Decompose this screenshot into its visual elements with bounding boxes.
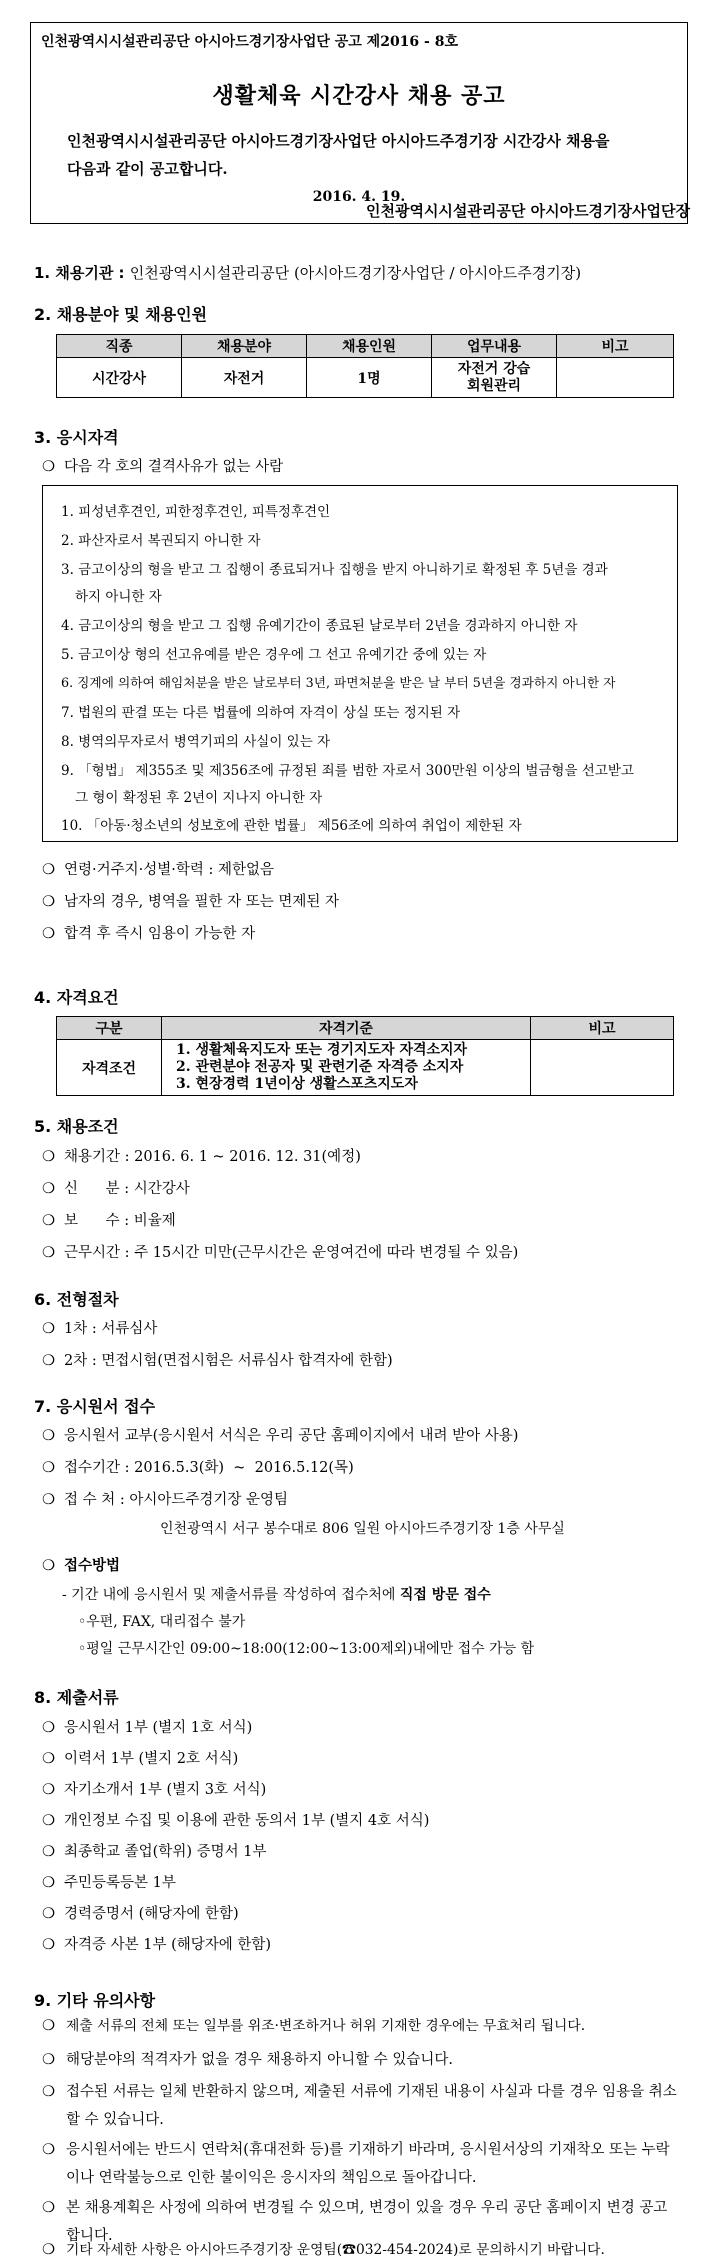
circle-bullet-icon: ❍ [42, 1428, 55, 1444]
circle-bullet-icon: ❍ [42, 2200, 55, 2216]
application-item: ❍ 응시원서 교부(응시원서 서식은 우리 공단 홈페이지에서 내려 받아 사용) [42, 1428, 519, 1444]
disq-item: 9. 「형법」 제355조 및 제356조에 규정된 죄를 범한 자로서 300만원 이상의 벌금형을 선고받고 [61, 763, 634, 779]
circle-bullet-icon: ❍ [42, 894, 55, 910]
disqualification-box [42, 485, 678, 842]
duty-line: 회원관리 [466, 377, 522, 394]
condition-item: ❍ 신 분 : 시간강사 [42, 1181, 190, 1197]
cell-job: 시간강사 [57, 358, 182, 398]
notice-number: 인천광역시시설관리공단 아시아드경기장사업단 공고 제2016 - 8호 [41, 34, 458, 50]
notice-header-box [30, 22, 688, 224]
disq-item: 4. 금고이상의 형을 받고 그 집행 유예기간이 종료된 날로부터 2년을 경과하지 아니한 자 [61, 618, 578, 634]
circle-bullet-icon: ❍ [42, 1558, 55, 1574]
table-row [57, 1040, 674, 1096]
disq-item: 10. 「아동·청소년의 성보호에 관한 법률」 제56조에 의하여 취업이 제한된 자 [61, 818, 522, 834]
circle-bullet-icon: ❍ [42, 926, 55, 942]
intro-line-2: 다음과 같이 공고합니다. [67, 160, 228, 178]
circle-bullet-icon: ❍ [42, 1720, 55, 1736]
duty-line: 자전거 강습 [457, 360, 531, 377]
circle-bullet-icon: ❍ [42, 2084, 55, 2100]
circle-bullet-icon: ❍ [42, 1353, 55, 1369]
section-2-title: 2. 채용분야 및 채용인원 [34, 305, 208, 324]
caution-item: ❍ 접수된 서류는 일체 반환하지 않으며, 제출된 서류에 기재된 내용이 사실과 다를 경우 임용을 취소할 수 있습니다. [42, 2078, 678, 2134]
document-item: ❍ 응시원서 1부 (별지 1호 서식) [42, 1720, 253, 1736]
document-item: ❍ 최종학교 졸업(학위) 증명서 1부 [42, 1844, 267, 1860]
circle-bullet-icon: ❍ [42, 1844, 55, 1860]
document-item: ❍ 이력서 1부 (별지 2호 서식) [42, 1751, 239, 1767]
circle-bullet-icon: ❍ [42, 1213, 55, 1229]
circle-bullet-icon: ❍ [42, 1321, 55, 1337]
caution-item: ❍ 본 채용계획은 사정에 의하여 변경될 수 있으며, 변경이 있을 경우 우리 공단 홈페이지 변경 공고합니다. [42, 2194, 678, 2250]
circle-bullet-icon: ❍ [42, 862, 55, 878]
qualification-item: ❍ 남자의 경우, 병역을 필한 자 또는 면제된 자 [42, 894, 339, 910]
circle-bullet-icon: ❍ [42, 1181, 55, 1197]
cell-count: 1명 [307, 358, 432, 398]
criteria-line: 1. 생활체육지도자 또는 경기지도자 자격소지자 [176, 1042, 468, 1058]
col-header: 채용분야 [182, 335, 307, 358]
notice-title: 생활체육 시간강사 채용 공고 [212, 83, 506, 109]
section-5-title: 5. 채용조건 [34, 1117, 119, 1136]
col-header: 비고 [557, 335, 674, 358]
notice-org: 인천광역시시설관리공단 아시아드경기장사업단장 [365, 202, 690, 220]
notice-date: 2016. 4. 19. [312, 189, 406, 205]
caution-item: ❍ 제출 서류의 전체 또는 일부를 위조·변조하거나 허위 기재한 경우에는 무효처리 됩니다. [42, 2012, 678, 2040]
disq-item: 7. 법원의 판결 또는 다른 법률에 의하여 자격이 상실 또는 정지된 자 [61, 705, 461, 721]
caution-item: ❍ 응시원서에는 반드시 연락처(휴대전화 등)를 기재하기 바라며, 응시원서상의 기재착오 또는 누락이나 연락불능으로 인한 불이익은 응시자의 책임으로 돌아갑니다. [42, 2136, 678, 2192]
circle-bullet-icon: ❍ [42, 1906, 55, 1922]
cell-criteria [162, 1040, 531, 1096]
notice-intro [67, 127, 663, 183]
qualification-item: ❍ 연령·거주지·성별·학력 : 제한없음 [42, 862, 275, 878]
col-header: 업무내용 [432, 335, 557, 358]
direct-visit-emphasis: 직접 방문 접수 [399, 1587, 491, 1603]
selection-step: ❍ 2차 : 면접시험(면접시험은 서류심사 합격자에 한함) [42, 1353, 393, 1369]
circle-bullet-icon: ❍ [42, 459, 55, 475]
col-header: 구분 [57, 1017, 162, 1040]
col-header: 비고 [531, 1017, 674, 1040]
cell-field: 자전거 [182, 358, 307, 398]
circle-bullet-icon: ❍ [42, 2052, 55, 2068]
circle-bullet-icon: ❍ [42, 1875, 55, 1891]
document-item: ❍ 주민등록등본 1부 [42, 1875, 176, 1891]
col-header: 직종 [57, 335, 182, 358]
cell-note [557, 358, 674, 398]
section-1-value: 인천광역시시설관리공단 (아시아드경기장사업단 / 아시아드주경기장) [129, 264, 582, 282]
col-header: 채용인원 [307, 335, 432, 358]
disq-item: 8. 병역의무자로서 병역기피의 사실이 있는 자 [61, 734, 331, 750]
caution-item: ❍ 기타 자세한 사항은 아시아드주경기장 운영팀(☎032-454-2024)로 문의하시기 바랍니다. [42, 2236, 678, 2264]
cell-note [531, 1040, 674, 1096]
condition-item: ❍ 채용기간 : 2016. 6. 1 ~ 2016. 12. 31(예정) [42, 1149, 361, 1165]
circle-bullet-icon: ❍ [42, 1492, 55, 1508]
section-9-title: 9. 기타 유의사항 [34, 1991, 156, 2010]
circle-bullet-icon: ❍ [42, 2018, 55, 2034]
disq-item: 1. 피성년후견인, 피한정후견인, 피특정후견인 [61, 504, 331, 520]
qualification-item: ❍ 합격 후 즉시 임용이 가능한 자 [42, 926, 256, 942]
disq-item: 2. 파산자로서 복권되지 아니한 자 [61, 533, 261, 549]
application-method-sub: ◦우편, FAX, 대리접수 불가 [78, 1614, 246, 1630]
selection-step: ❍ 1차 : 서류심사 [42, 1321, 158, 1337]
section-1-label: 1. 채용기관 : [34, 264, 125, 282]
table-row [57, 358, 674, 398]
intro-line-1: 인천광역시시설관리공단 아시아드경기장사업단 아시아드주경기장 시간강사 채용을 [67, 132, 610, 150]
application-method-title: ❍ 접수방법 [42, 1557, 121, 1574]
circle-bullet-icon: ❍ [42, 1751, 55, 1767]
circle-bullet-icon: ❍ [42, 1149, 55, 1165]
disq-item-cont: 그 형이 확정된 후 2년이 지나지 아니한 자 [75, 790, 323, 806]
section-6-title: 6. 전형절차 [34, 1290, 119, 1309]
condition-item: ❍ 보 수 : 비율제 [42, 1213, 176, 1229]
application-method-sub: ◦평일 근무시간인 09:00~18:00(12:00~13:00제외)내에만 접수 가능 함 [78, 1641, 535, 1657]
document-item: ❍ 자격증 사본 1부 (해당자에 한함) [42, 1937, 272, 1953]
application-item: ❍ 접수기간 : 2016.5.3(화) ~ 2016.5.12(목) [42, 1460, 354, 1476]
col-header: 자격기준 [162, 1017, 531, 1040]
section-4-title: 4. 자격요건 [34, 988, 119, 1007]
document-item: ❍ 자기소개서 1부 (별지 3호 서식) [42, 1782, 267, 1798]
cell-category: 자격조건 [57, 1040, 162, 1096]
disq-item: 5. 금고이상 형의 선고유예를 받은 경우에 그 선고 유예기간 중에 있는 자 [61, 647, 487, 663]
circle-bullet-icon: ❍ [42, 1813, 55, 1829]
application-address: 인천광역시 서구 봉수대로 806 일원 아시아드주경기장 1층 사무실 [160, 1521, 565, 1537]
caution-item: ❍ 해당분야의 적격자가 없을 경우 채용하지 아니할 수 있습니다. [42, 2046, 678, 2074]
qualification-lead: ❍ 다음 각 호의 결격사유가 없는 사람 [42, 459, 284, 475]
condition-item: ❍ 근무시간 : 주 15시간 미만(근무시간은 운영여건에 따라 변경될 수 있음) [42, 1245, 519, 1261]
section-3-title: 3. 응시자격 [34, 428, 119, 447]
section-1 [34, 262, 581, 283]
requirement-table [56, 1016, 674, 1096]
circle-bullet-icon: ❍ [42, 1245, 55, 1261]
application-method-line: - 기간 내에 응시원서 및 제출서류를 작성하여 접수처에 직접 방문 접수 [62, 1587, 491, 1603]
circle-bullet-icon: ❍ [42, 1937, 55, 1953]
section-8-title: 8. 제출서류 [34, 1688, 119, 1707]
circle-bullet-icon: ❍ [42, 2242, 55, 2258]
document-item: ❍ 개인정보 수집 및 이용에 관한 동의서 1부 (별지 4호 서식) [42, 1813, 430, 1829]
circle-bullet-icon: ❍ [42, 1460, 55, 1476]
circle-bullet-icon: ❍ [42, 2142, 55, 2158]
recruit-table [56, 334, 674, 398]
criteria-line: 3. 현장경력 1년이상 생활스포츠지도자 [176, 1076, 418, 1092]
cell-duty [432, 358, 557, 398]
circle-bullet-icon: ❍ [42, 1782, 55, 1798]
criteria-line: 2. 관련분야 전공자 및 관련기준 자격증 소지자 [176, 1059, 464, 1075]
section-7-title: 7. 응시원서 접수 [34, 1397, 156, 1416]
document-item: ❍ 경력증명서 (해당자에 한함) [42, 1906, 239, 1922]
disq-item-cont: 하지 아니한 자 [75, 589, 162, 605]
disq-item: 3. 금고이상의 형을 받고 그 집행이 종료되거나 집행을 받지 아니하기로 확정된 후 5년을 경과 [61, 562, 608, 578]
application-item: ❍ 접 수 처 : 아시아드주경기장 운영팀 [42, 1492, 289, 1508]
disq-item: 6. 징계에 의하여 해임처분을 받은 날로부터 3년, 파면처분을 받은 날 부터 5년을 경과하지 아니한 자 [61, 675, 616, 690]
